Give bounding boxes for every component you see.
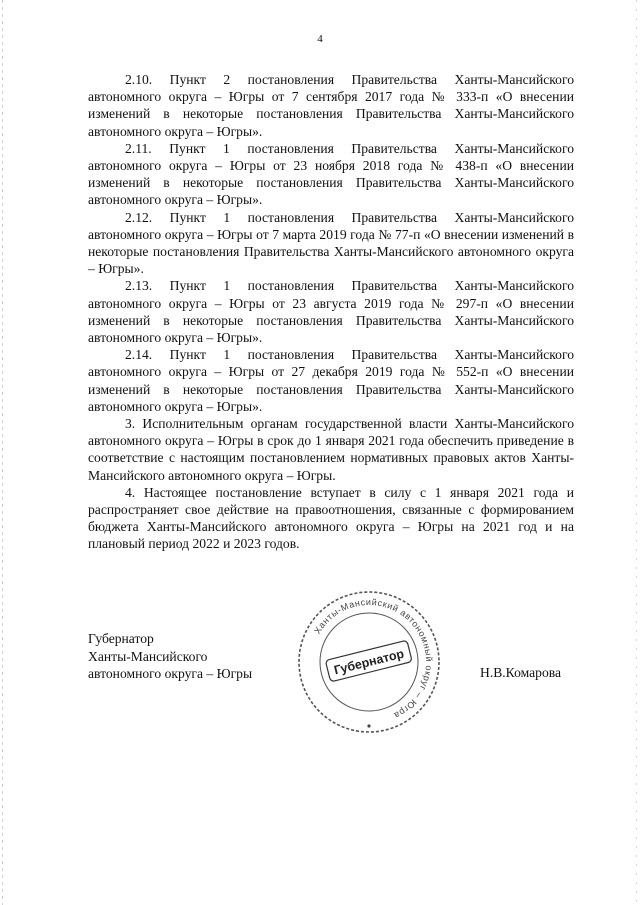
paragraph-3: 3. Исполнительным органам государственной власти Ханты-Мансийского автономного округа – Югры в срок до 1 января 2021 года обеспечить приведение в соответствие с настоящим постановлением нормативных правовых актов Ханты-Мансийского автономного округа – Югры.	[88, 416, 574, 483]
signatory-title	[88, 630, 252, 683]
document-body	[88, 71, 574, 553]
paragraph-2-10: 2.10. Пункт 2 постановления Правительства Ханты-Мансийского автономного округа – Югры от 7 сентября 2017 года № 333-п «О внесении изменений в некоторые постановления Правительства Ханты-Мансийского автономного округа – Югры».	[88, 72, 574, 139]
signatory-title-line: Губернатор	[88, 631, 154, 646]
paragraph-2-13: 2.13. Пункт 1 постановления Правительства Ханты-Мансийского автономного округа – Югры от 23 августа 2019 года № 297-п «О внесении изменений в некоторые постановления Правительства Ханты-Мансийского автономного округа – Югры».	[88, 278, 574, 346]
signatory-name: Н.В.Комарова	[480, 665, 562, 680]
paragraph-2-14: 2.14. Пункт 1 постановления Правительства Ханты-Мансийского автономного округа – Югры от 27 декабря 2019 года № 552-п «О внесении изменений в некоторые постановления Правительства Ханты-Мансийского автономного округа – Югры».	[88, 347, 574, 414]
signatory-title-line: Ханты-Мансийского	[88, 648, 208, 664]
paragraph-4: 4. Настоящее постановление вступает в силу с 1 января 2021 года и распространяет свое действие на правоотношения, связанные с формированием бюджета Ханты-Мансийского автономного округа – Югры на 2021 год и на плановый период 2022 и 2023 годов.	[88, 484, 574, 552]
seal-ring-text: Ханты-Мансийский автономный округ – Югра	[312, 596, 435, 721]
page-number: 4	[317, 33, 323, 45]
paragraph-2-11: 2.11. Пункт 1 постановления Правительства Ханты-Мансийского автономного округа – Югры от 23 ноября 2018 года № 438-п «О внесении изменений в некоторые постановления Правительства Ханты-Мансийского автономного округа – Югры».	[88, 140, 574, 208]
seal-center-text: Губернатор	[332, 646, 406, 678]
signatory-title-line: автономного округа – Югры	[88, 666, 253, 681]
seal-dot	[367, 724, 370, 727]
governor-seal	[294, 587, 444, 737]
scan-edge-left	[2, 0, 3, 905]
scan-edge-right	[636, 0, 637, 905]
paragraph-2-12: 2.12. Пункт 1 постановления Правительства Ханты-Мансийского автономного округа – Югры от 7 марта 2019 года № 77-п «О внесении изменений в некоторые постановления Правительства Ханты-Мансийского автономного округа – Югры».	[88, 209, 574, 277]
